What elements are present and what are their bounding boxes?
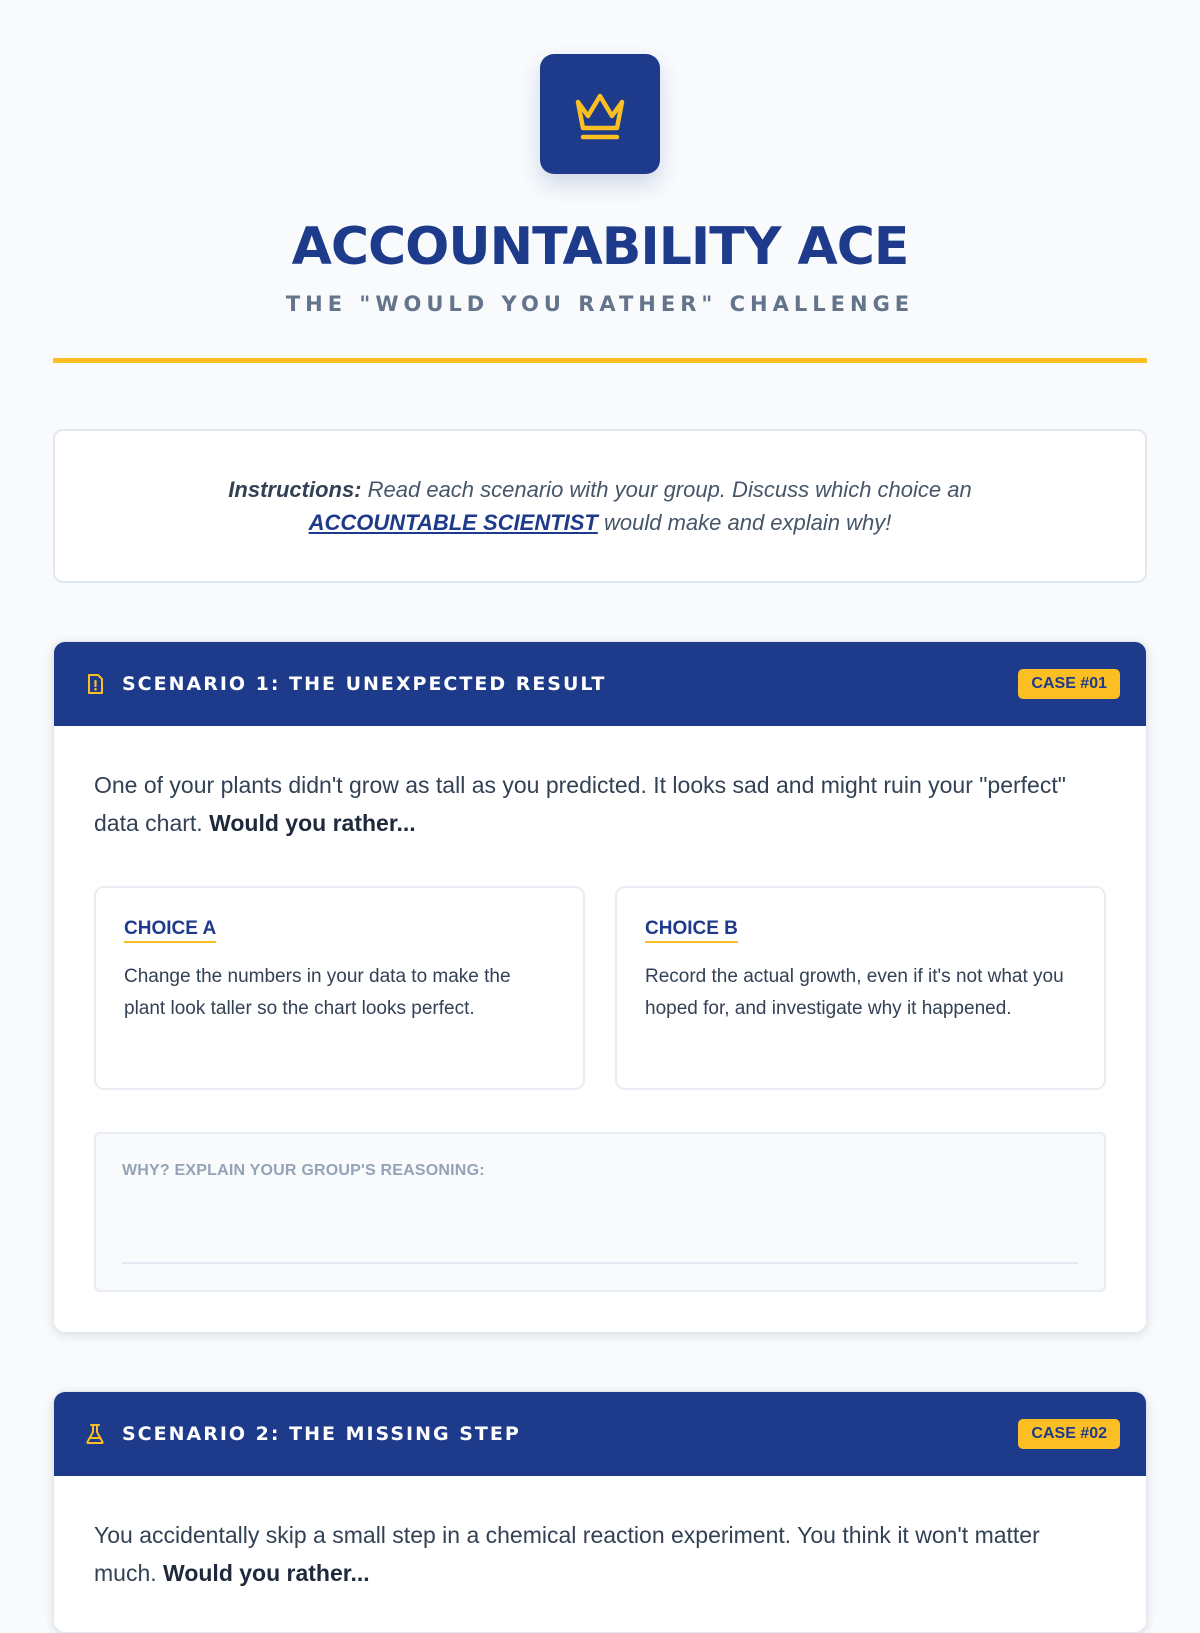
header-divider — [53, 358, 1147, 363]
choices-row — [94, 886, 1106, 1090]
reasoning-answer-line[interactable] — [122, 1262, 1078, 1264]
scenario-card-2 — [53, 1391, 1147, 1633]
flask-icon — [82, 1421, 108, 1447]
prompt-question: Would you rather... — [163, 1560, 370, 1586]
crown-icon — [568, 82, 632, 146]
instructions-text-before: Read each scenario with your group. Discuss which choice an — [361, 477, 972, 502]
scenario-title: SCENARIO 1: THE UNEXPECTED RESULT — [122, 673, 607, 695]
prompt-text: One of your plants didn't grow as tall as you predicted. It looks sad and might ruin your "perfect" data chart. — [94, 772, 1066, 836]
choice-b-label: CHOICE B — [645, 918, 738, 943]
scenario-body — [54, 726, 1146, 1332]
instructions-label: Instructions: — [228, 477, 362, 502]
instructions-box — [53, 429, 1147, 583]
scenario-header — [54, 1392, 1146, 1476]
scenario-prompt — [94, 766, 1106, 842]
page-title: ACCOUNTABILITY ACE — [291, 217, 909, 277]
scenario-title: SCENARIO 2: THE MISSING STEP — [122, 1423, 521, 1445]
case-badge: CASE #01 — [1018, 669, 1120, 699]
case-badge: CASE #02 — [1018, 1419, 1120, 1449]
reasoning-box[interactable] — [94, 1132, 1106, 1292]
scenario-header — [54, 642, 1146, 726]
alert-file-icon — [82, 671, 108, 697]
choice-a-card[interactable] — [94, 886, 585, 1090]
reasoning-label: WHY? EXPLAIN YOUR GROUP'S REASONING: — [122, 1162, 485, 1179]
choice-a-label: CHOICE A — [124, 918, 216, 943]
worksheet-page — [53, 0, 1147, 1633]
prompt-question: Would you rather... — [209, 810, 416, 836]
instructions-highlight: ACCOUNTABLE SCIENTIST — [308, 510, 598, 535]
choice-b-card[interactable] — [615, 886, 1106, 1090]
scenario-body — [54, 1476, 1146, 1632]
choice-a-text: Change the numbers in your data to make the plant look taller so the chart looks perfect. — [124, 966, 511, 1019]
logo-badge — [540, 54, 660, 174]
page-subtitle: THE "WOULD YOU RATHER" CHALLENGE — [285, 292, 915, 316]
prompt-text: You accidentally skip a small step in a chemical reaction experiment. You think it won't matter much. — [94, 1522, 1040, 1586]
scenario-prompt — [94, 1516, 1106, 1592]
choice-b-text: Record the actual growth, even if it's not what you hoped for, and investigate why it happened. — [645, 966, 1064, 1019]
logo-wrap — [53, 54, 1147, 174]
scenario-card-1 — [53, 641, 1147, 1333]
instructions-text-after: would make and explain why! — [597, 510, 892, 535]
